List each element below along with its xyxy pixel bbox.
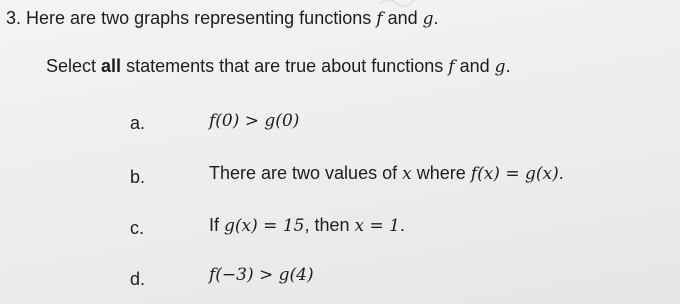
- instruction-f-symbol: f: [448, 57, 455, 77]
- option-c-math2: x = 1: [354, 216, 400, 236]
- function-g-symbol: g: [422, 9, 434, 29]
- option-a-statement[interactable]: [209, 109, 299, 132]
- option-c-if: If: [209, 215, 220, 235]
- question-and: and: [387, 8, 418, 28]
- instruction-and: and: [459, 56, 490, 76]
- option-c-period: .: [399, 215, 405, 235]
- option-b-letter: b.: [130, 167, 146, 187]
- option-d-statement[interactable]: [209, 263, 314, 286]
- question-text: Here are two graphs representing functions: [26, 8, 372, 28]
- instruction-text: statements that are true about functions: [126, 56, 444, 76]
- option-c-math1: g(x) = 15: [224, 216, 305, 236]
- option-c-then: , then: [304, 215, 350, 235]
- question-prompt: [6, 7, 439, 30]
- instruction-select: Select: [46, 56, 97, 76]
- instruction-g-symbol: g: [494, 57, 506, 77]
- option-c-statement[interactable]: [209, 214, 405, 237]
- question-period: .: [433, 8, 439, 28]
- question-number: 3.: [6, 8, 22, 28]
- option-d-letter: d.: [130, 269, 146, 289]
- option-b-text2: where: [416, 163, 466, 183]
- option-b-text1: There are two values of: [209, 163, 398, 183]
- option-b-statement[interactable]: [209, 162, 564, 185]
- option-c-letter: c.: [130, 218, 145, 238]
- option-b-math: f(x) = g(x): [470, 164, 559, 184]
- instruction-period: .: [505, 56, 511, 76]
- option-b-var: x: [402, 164, 412, 184]
- option-a-math: f(0) > g(0): [209, 111, 300, 131]
- option-d-math: f(−3) > g(4): [209, 265, 314, 285]
- function-f-symbol: f: [376, 9, 383, 29]
- option-a-letter: a.: [130, 113, 146, 133]
- instruction-all: all: [101, 56, 122, 76]
- option-b-period: .: [558, 163, 564, 183]
- instruction-line: [46, 55, 511, 78]
